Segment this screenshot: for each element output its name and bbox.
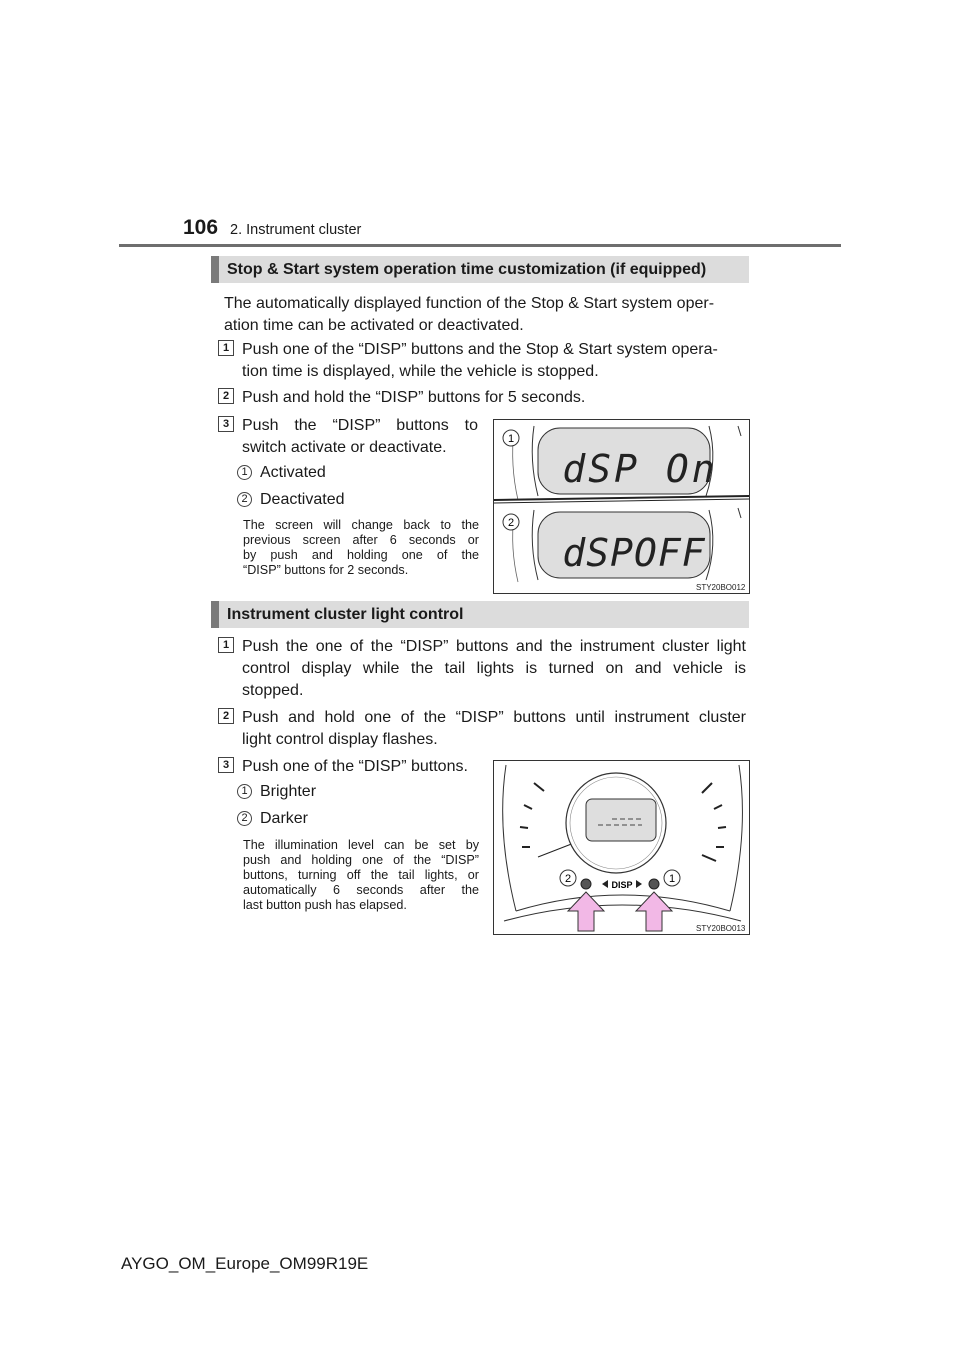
disp-button-right[interactable] (649, 879, 659, 889)
section-heading-stop-start: Stop & Start system operation time customization (if equipped) (211, 256, 749, 283)
step-number-1: 1 (218, 637, 234, 653)
note-line: The illumination level can be set by (243, 838, 479, 852)
figure-code: STY20BO013 (696, 924, 746, 933)
callout-2-label: 2 (564, 873, 572, 885)
intro-line: ation time can be activated or deactivated. (224, 317, 524, 334)
note-line: automatically 6 seconds after the (243, 883, 479, 897)
step-text: tion time is displayed, while the vehicle is stopped. (242, 363, 599, 380)
header-rule (119, 244, 841, 247)
display-text-off: dSPOFF (562, 531, 706, 575)
step-number-2: 2 (218, 388, 234, 404)
step-text: Push and hold one of the “DISP” buttons until instrument cluster (242, 709, 746, 726)
option-number-1: 1 (237, 784, 252, 799)
step-text: Push the “DISP” buttons to (242, 417, 478, 434)
note-line: previous screen after 6 seconds or (243, 533, 479, 547)
figure-code: STY20BO012 (696, 583, 746, 592)
step-text: stopped. (242, 682, 304, 699)
section-heading-light-control: Instrument cluster light control (211, 601, 749, 628)
option-label-activated: Activated (260, 464, 326, 481)
step-text: control display while the tail lights is turned on and vehicle is (242, 660, 746, 677)
note-line: by push and holding one of the (243, 548, 479, 562)
note-line: buttons, turning off the tail lights, or (243, 868, 479, 882)
note-line: The screen will change back to the (243, 518, 479, 532)
note-line: push and holding one of the “DISP” (243, 853, 479, 867)
note-line: “DISP” buttons for 2 seconds. (243, 563, 409, 577)
step-text: Push the one of the “DISP” buttons and the instrument cluster light (242, 638, 746, 655)
step-text: light control display flashes. (242, 731, 438, 748)
step-number-3: 3 (218, 416, 234, 432)
step-text: Push one of the “DISP” buttons. (242, 758, 468, 775)
note-line: last button push has elapsed. (243, 898, 407, 912)
option-label-darker: Darker (260, 810, 309, 827)
callout-1-label: 1 (507, 433, 515, 445)
step-number-3: 3 (218, 757, 234, 773)
option-number-1: 1 (237, 465, 252, 480)
chapter-title: 2. Instrument cluster (230, 222, 362, 238)
disp-button-left[interactable] (581, 879, 591, 889)
callout-2-label: 2 (507, 517, 515, 529)
left-arrow-icon (602, 880, 608, 888)
figure-display-on-off (493, 419, 750, 594)
cluster-illustration (494, 761, 750, 935)
right-arrow-icon (636, 880, 642, 888)
option-label-brighter: Brighter (260, 783, 317, 800)
step-text: Push one of the “DISP” buttons and the Stop & Start system opera- (242, 341, 718, 358)
display-text-on: dSP On (562, 447, 718, 491)
display-illustration (494, 420, 750, 594)
intro-line: The automatically displayed function of the Stop & Start system oper- (224, 295, 715, 312)
option-label-deactivated: Deactivated (260, 491, 345, 508)
step-number-2: 2 (218, 708, 234, 724)
step-number-1: 1 (218, 340, 234, 356)
page-number: 106 (183, 216, 219, 239)
step-text: switch activate or deactivate. (242, 439, 447, 456)
option-number-2: 2 (237, 492, 252, 507)
document-footer: AYGO_OM_Europe_OM99R19E (121, 1254, 369, 1273)
press-arrow-icon (568, 892, 604, 931)
callout-1-label: 1 (668, 873, 676, 885)
figure-light-control (493, 760, 750, 935)
option-number-2: 2 (237, 811, 252, 826)
disp-label: DISP (611, 880, 633, 890)
step-text: Push and hold the “DISP” buttons for 5 seconds. (242, 389, 586, 406)
